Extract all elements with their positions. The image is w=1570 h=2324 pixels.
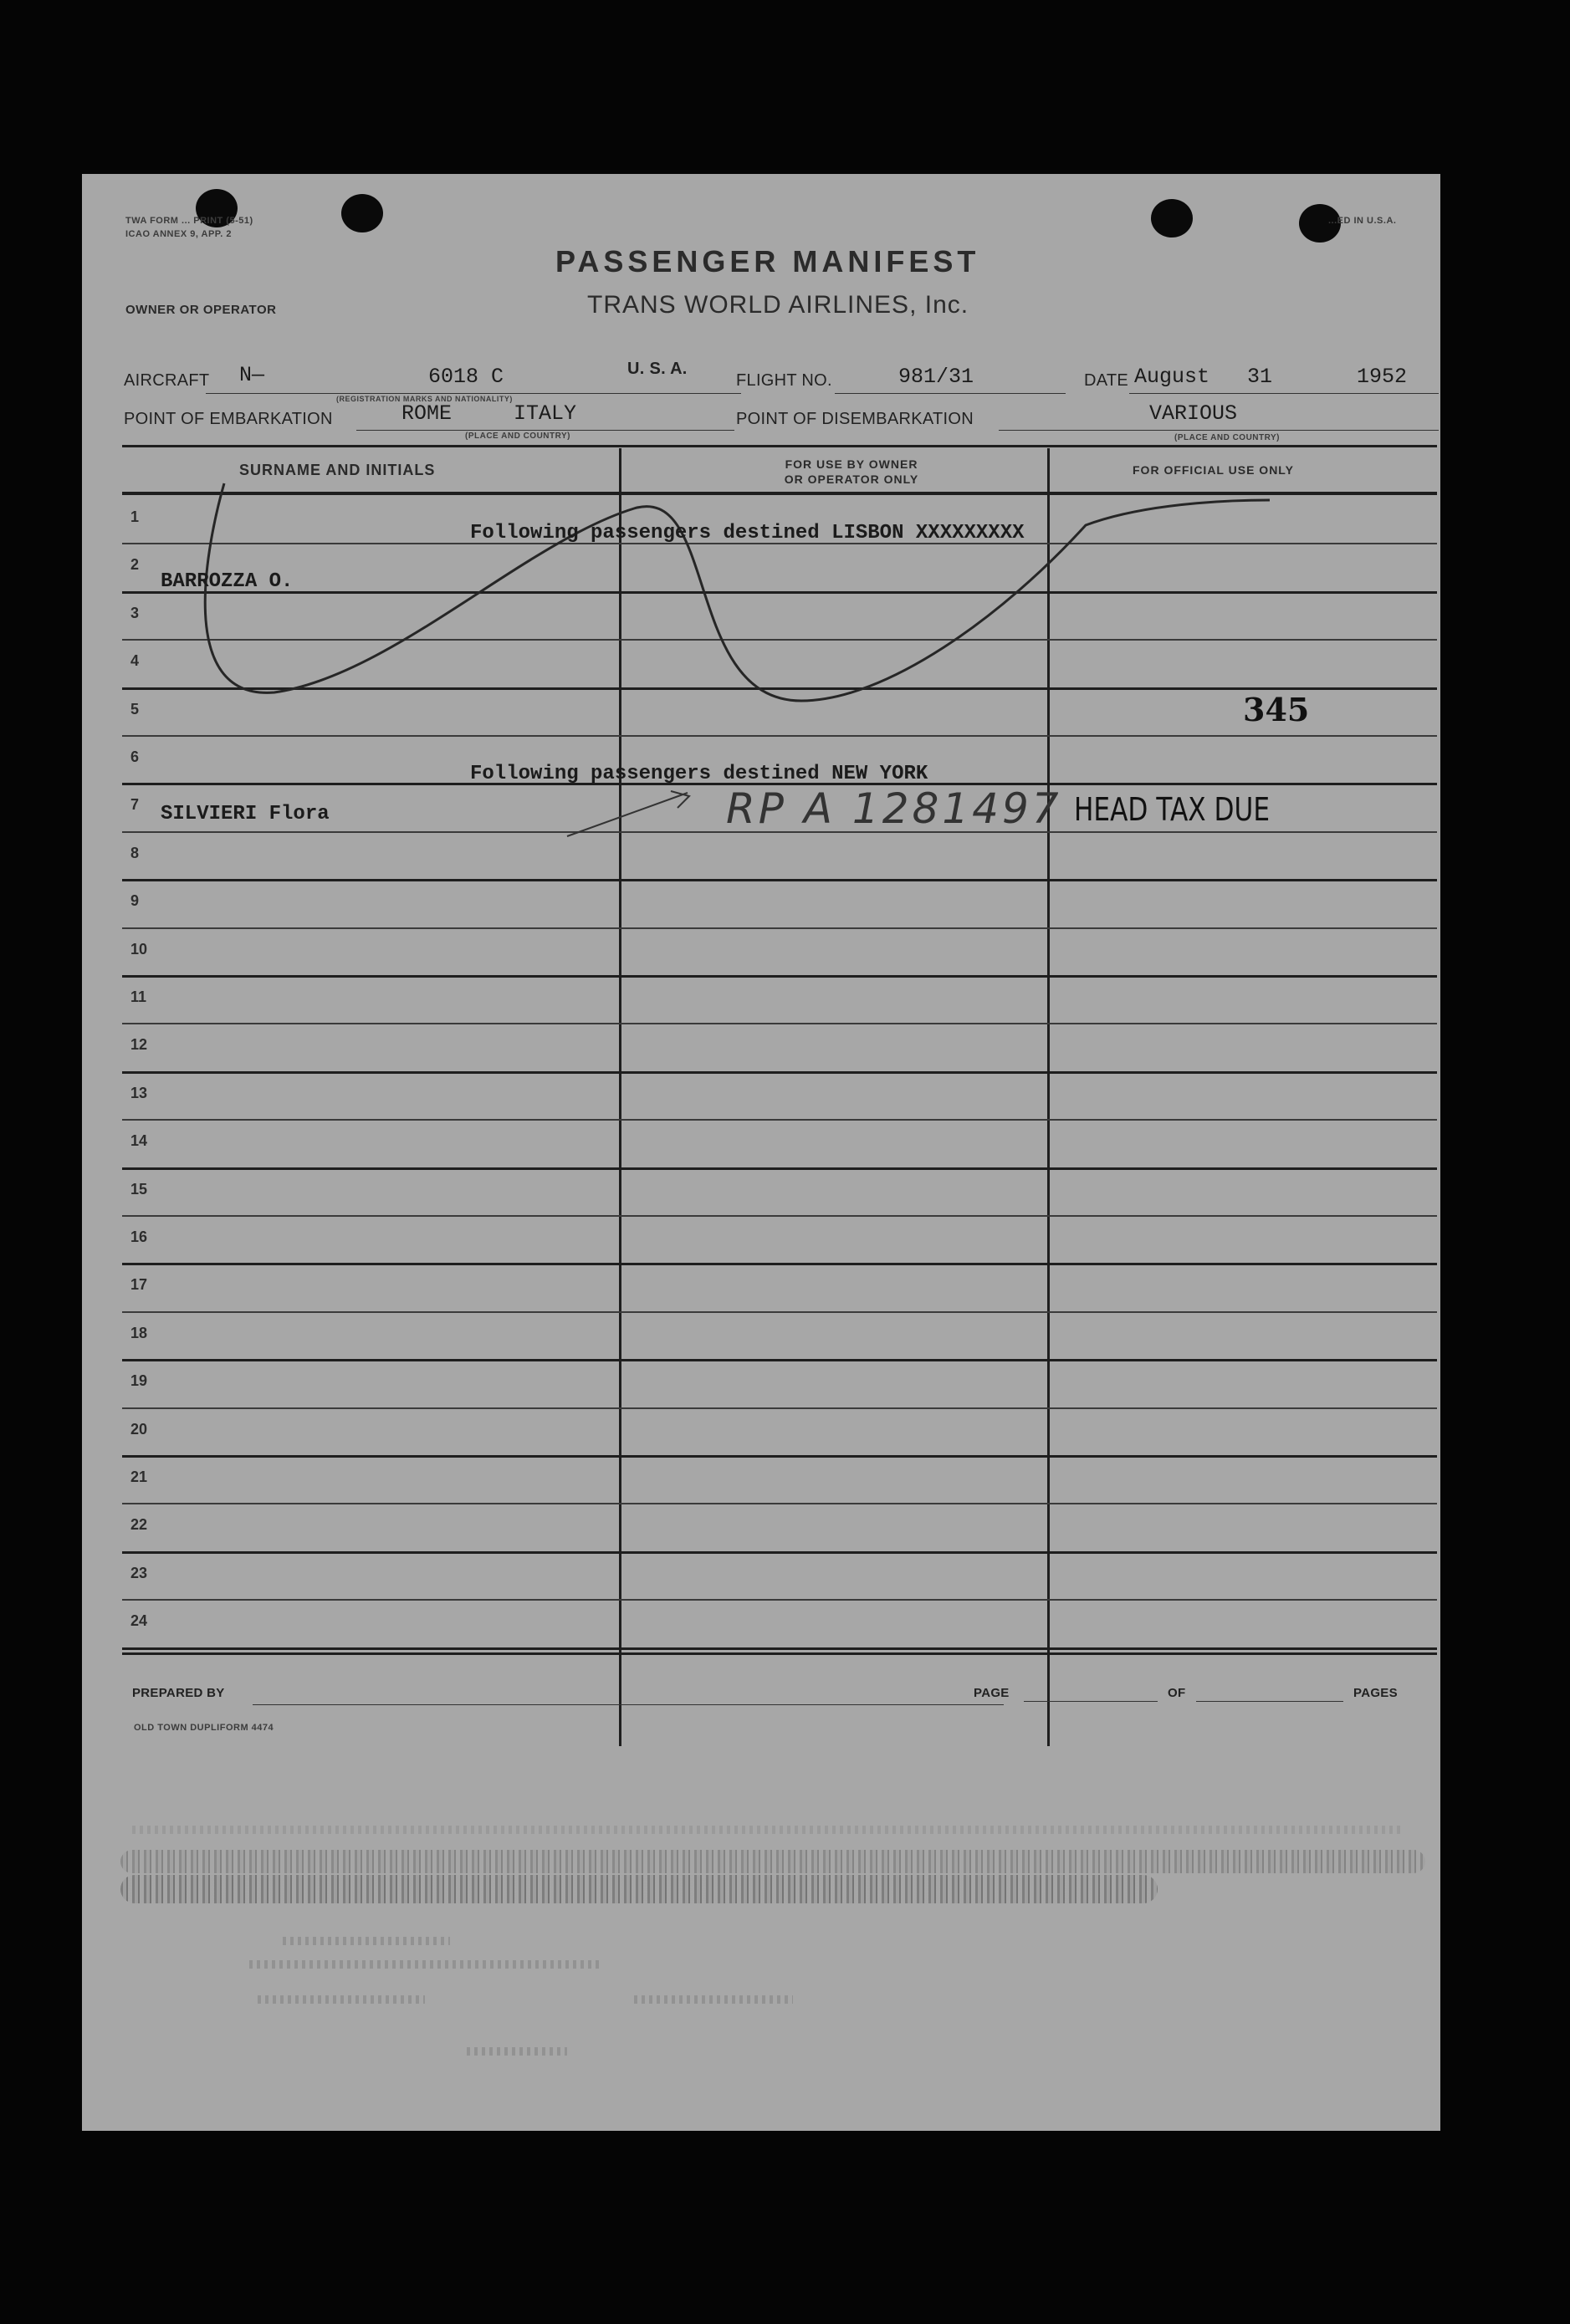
prepared-by-label: PREPARED BY: [132, 1686, 225, 1700]
disembarkation-value: VARIOUS: [1149, 401, 1238, 426]
aircraft-prefix: N—: [239, 363, 265, 387]
row-number: 21: [130, 1468, 148, 1485]
owner-operator-label: OWNER OR OPERATOR: [125, 303, 277, 317]
embarkation-country: ITALY: [514, 401, 577, 426]
bleed-through-line: [283, 1937, 450, 1945]
row-rule: [122, 1167, 1437, 1170]
embarkation-caption: (PLACE AND COUNTRY): [465, 432, 570, 441]
page-underline: [1024, 1701, 1158, 1702]
page-label: PAGE: [974, 1686, 1010, 1700]
column-header-owner-use: FOR USE BY OWNER OR OPERATOR ONLY: [784, 457, 919, 486]
row-rule: [122, 1119, 1437, 1121]
bleed-through-line: [634, 1995, 793, 2004]
row-number: 9: [130, 892, 140, 910]
bleed-through-line: [132, 1826, 1404, 1834]
row-rule: [122, 1215, 1437, 1217]
bleed-through-smudge: [120, 1875, 1158, 1903]
passenger-name-row-2: BARROZZA O.: [161, 570, 294, 593]
row-number: 14: [130, 1132, 148, 1150]
aircraft-nationality: U. S. A.: [627, 360, 688, 378]
flight-no-label: FLIGHT NO.: [736, 371, 832, 390]
bleed-through-line: [249, 1960, 601, 1969]
row-number: 7: [130, 796, 140, 814]
table-bottom-rule: [122, 1652, 1437, 1655]
row-rule: [122, 1455, 1437, 1458]
row-number: 22: [130, 1516, 148, 1534]
row-rule: [122, 1503, 1437, 1504]
bleed-through-smudge: [120, 1850, 1425, 1873]
row-number: 4: [130, 652, 140, 670]
row-rule: [122, 1599, 1437, 1601]
aircraft-label: AIRCRAFT: [124, 371, 210, 390]
pages-label: PAGES: [1353, 1686, 1398, 1700]
aircraft-number: 6018 C: [428, 365, 504, 389]
row-number: 1: [130, 508, 140, 525]
date-year: 1952: [1357, 365, 1408, 389]
head-tax-due-stamp: HEAD TAX DUE: [1074, 791, 1271, 828]
manifest-sheet: [82, 174, 1440, 2131]
row-1-destination-note: Following passengers destined LISBON XXXXXXXXX: [470, 522, 1025, 544]
row-number: 6: [130, 748, 140, 765]
row-rule: [122, 1071, 1437, 1074]
prepared-by-underline: [253, 1704, 1004, 1705]
row-number: 19: [130, 1372, 148, 1390]
row-number: 8: [130, 844, 140, 861]
embarkation-city: ROME: [401, 401, 453, 426]
row-number: 17: [130, 1276, 148, 1294]
of-label: OF: [1168, 1686, 1186, 1700]
column-header-official-use: FOR OFFICIAL USE ONLY: [1133, 463, 1294, 477]
visa-number-handwritten: RP A 1281497: [726, 784, 1062, 833]
row-6-destination-note: Following passengers destined NEW YORK: [470, 763, 928, 785]
row-number: 11: [130, 988, 147, 1005]
flight-no-value: 981/31: [898, 365, 974, 389]
row-rule: [122, 1023, 1437, 1024]
row-rule: [122, 1263, 1437, 1265]
row-number: 16: [130, 1228, 148, 1245]
printer-imprint: OLD TOWN DUPLIFORM 4474: [134, 1723, 274, 1733]
embarkation-label: POINT OF EMBARKATION: [124, 410, 333, 428]
registration-caption: (REGISTRATION MARKS AND NATIONALITY): [336, 395, 513, 403]
row-rule: [122, 1647, 1437, 1650]
row-number: 20: [130, 1420, 148, 1438]
form-code: TWA FORM ... PRINT (5-51): [125, 216, 253, 226]
row-number: 10: [130, 940, 148, 958]
disembarkation-caption: (PLACE AND COUNTRY): [1174, 433, 1280, 442]
of-underline: [1196, 1701, 1343, 1702]
date-label: DATE: [1084, 371, 1129, 390]
date-value: August 31: [1134, 365, 1273, 389]
airline-name: TRANS WORLD AIRLINES, Inc.: [587, 291, 969, 319]
bleed-through-line: [467, 2047, 567, 2056]
row-rule: [122, 1551, 1437, 1554]
bleed-through-line: [258, 1995, 425, 2004]
row-number: 2: [130, 556, 140, 574]
row-number: 15: [130, 1180, 148, 1198]
row-rule: [122, 1311, 1437, 1313]
row-number: 24: [130, 1612, 148, 1630]
row-number: 13: [130, 1084, 148, 1101]
row-rule: [122, 1407, 1437, 1409]
manifest-title: PASSENGER MANIFEST: [555, 244, 980, 278]
row-number: 12: [130, 1036, 148, 1054]
disembarkation-label: POINT OF DISEMBARKATION: [736, 410, 974, 428]
official-number-row-5: 345: [1243, 691, 1310, 728]
column-header-surname: SURNAME AND INITIALS: [239, 462, 436, 478]
printed-in-usa: ...ED IN U.S.A.: [1328, 216, 1397, 226]
row-number: 5: [130, 700, 140, 718]
form-annex: ICAO ANNEX 9, APP. 2: [125, 229, 232, 239]
row-number: 3: [130, 604, 140, 621]
passenger-name-row-7: SILVIERI Flora: [161, 803, 330, 825]
row-number: 23: [130, 1564, 148, 1581]
row-number: 18: [130, 1324, 148, 1341]
row-rule: [122, 1359, 1437, 1361]
